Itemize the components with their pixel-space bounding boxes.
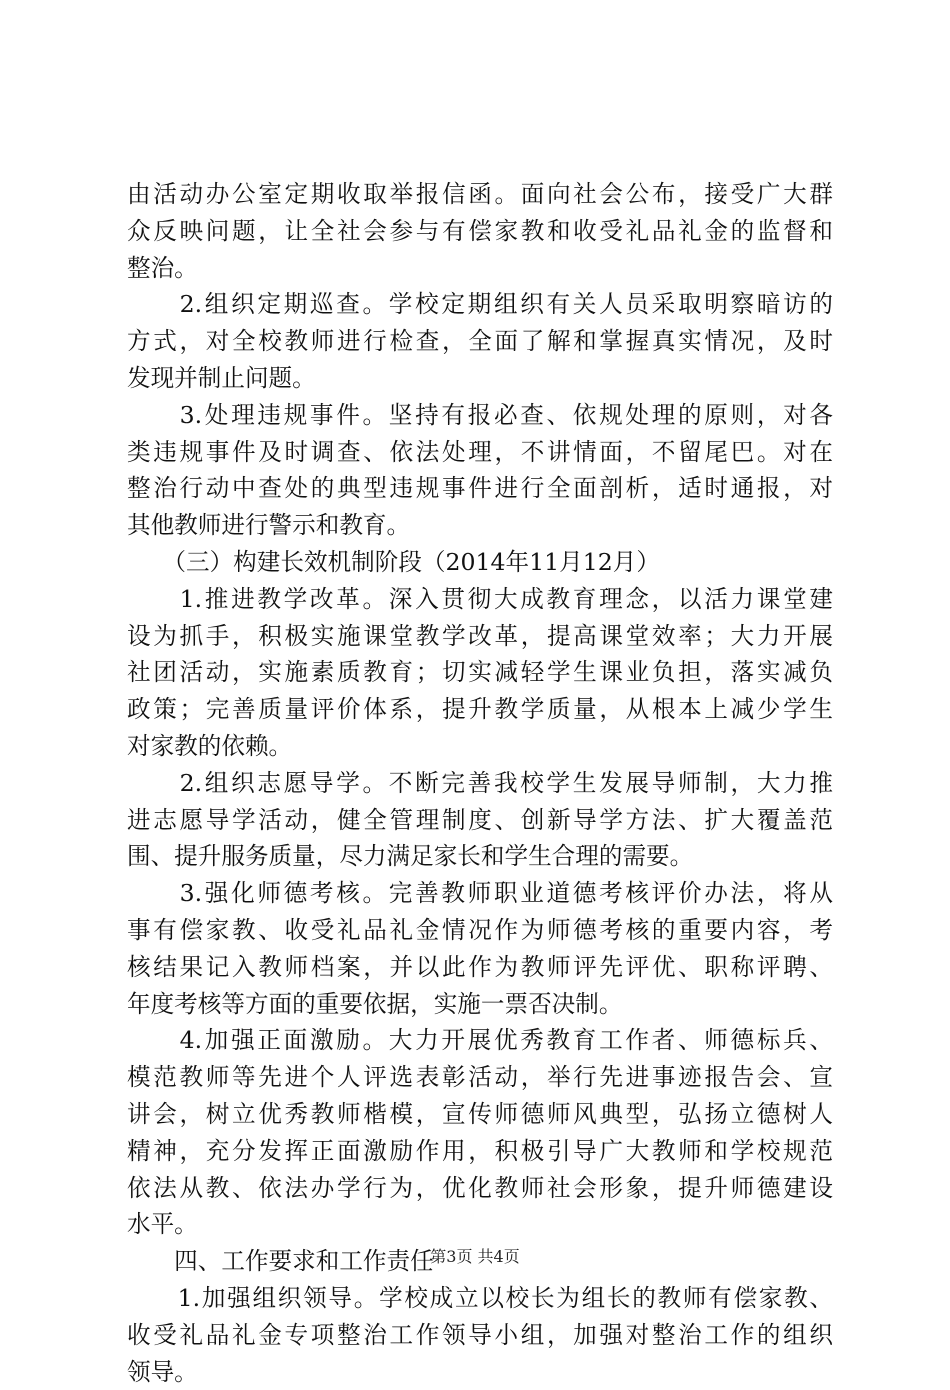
text-line: 模范教师等先进个人评选表彰活动，举行先进事迹报告会、宣	[127, 1059, 833, 1096]
text-line: 事有偿家教、收受礼品礼金情况作为师德考核的重要内容，考	[127, 912, 833, 949]
text-line: 围、提升服务质量，尽力满足家长和学生合理的需要。	[127, 838, 833, 875]
text-line: 依法从教、依法办学行为，优化教师社会形象，提升师德建设	[127, 1170, 833, 1207]
text-line: 其他教师进行警示和教育。	[127, 507, 833, 544]
text-line: 社团活动，实施素质教育；切实减轻学生课业负担，落实减负	[127, 654, 833, 691]
text-line: 年度考核等方面的重要依据，实施一票否决制。	[127, 986, 833, 1023]
text-line: 对家教的依赖。	[127, 728, 833, 765]
text-line: 水平。	[127, 1206, 833, 1243]
text-line: 类违规事件及时调查、依法处理，不讲情面，不留尾巴。对在	[127, 434, 833, 471]
text-line: 发现并制止问题。	[127, 360, 833, 397]
text-line: 众反映问题，让全社会参与有偿家教和收受礼品礼金的监督和	[127, 213, 833, 250]
text-line: 政策；完善质量评价体系，提升教学质量，从根本上减少学生	[127, 691, 833, 728]
text-line: 讲会，树立优秀教师楷模，宣传师德师风典型，弘扬立德树人	[127, 1096, 833, 1133]
document-body	[127, 176, 833, 1390]
text-line: 收受礼品礼金专项整治工作领导小组，加强对整治工作的组织	[127, 1317, 833, 1354]
text-line: 由活动办公室定期收取举报信函。面向社会公布，接受广大群	[127, 176, 833, 213]
text-line: 领导。	[127, 1354, 833, 1390]
text-line: 进志愿导学活动，健全管理制度、创新导学方法、扩大覆盖范	[127, 802, 833, 839]
text-line: 1.推进教学改革。深入贯彻大成教育理念，以活力课堂建	[127, 581, 833, 618]
text-line: 3.处理违规事件。坚持有报必查、依规处理的原则，对各	[127, 397, 833, 434]
text-line: 4.加强正面激励。大力开展优秀教育工作者、师德标兵、	[127, 1022, 833, 1059]
text-line: 整治行动中查处的典型违规事件进行全面剖析，适时通报，对	[127, 470, 833, 507]
text-line: 3.强化师德考核。完善教师职业道德考核评价办法，将从	[127, 875, 833, 912]
text-line: 精神，充分发挥正面激励作用，积极引导广大教师和学校规范	[127, 1133, 833, 1170]
text-line: 方式，对全校教师进行检查，全面了解和掌握真实情况，及时	[127, 323, 833, 360]
text-line: 2.组织定期巡查。学校定期组织有关人员采取明察暗访的	[127, 286, 833, 323]
section-heading: 四、工作要求和工作责任	[127, 1243, 833, 1280]
text-line: 核结果记入教师档案，并以此作为教师评先评优、职称评聘、	[127, 949, 833, 986]
page-footer: 第3页 共4页	[0, 1244, 950, 1267]
text-line: 2.组织志愿导学。不断完善我校学生发展导师制，大力推	[127, 765, 833, 802]
section-heading: （三）构建长效机制阶段（2014年11月12月）	[127, 544, 833, 581]
text-line: 设为抓手，积极实施课堂教学改革，提高课堂效率；大力开展	[127, 618, 833, 655]
text-line: 整治。	[127, 250, 833, 287]
text-line: 1.加强组织领导。学校成立以校长为组长的教师有偿家教、	[127, 1280, 833, 1317]
